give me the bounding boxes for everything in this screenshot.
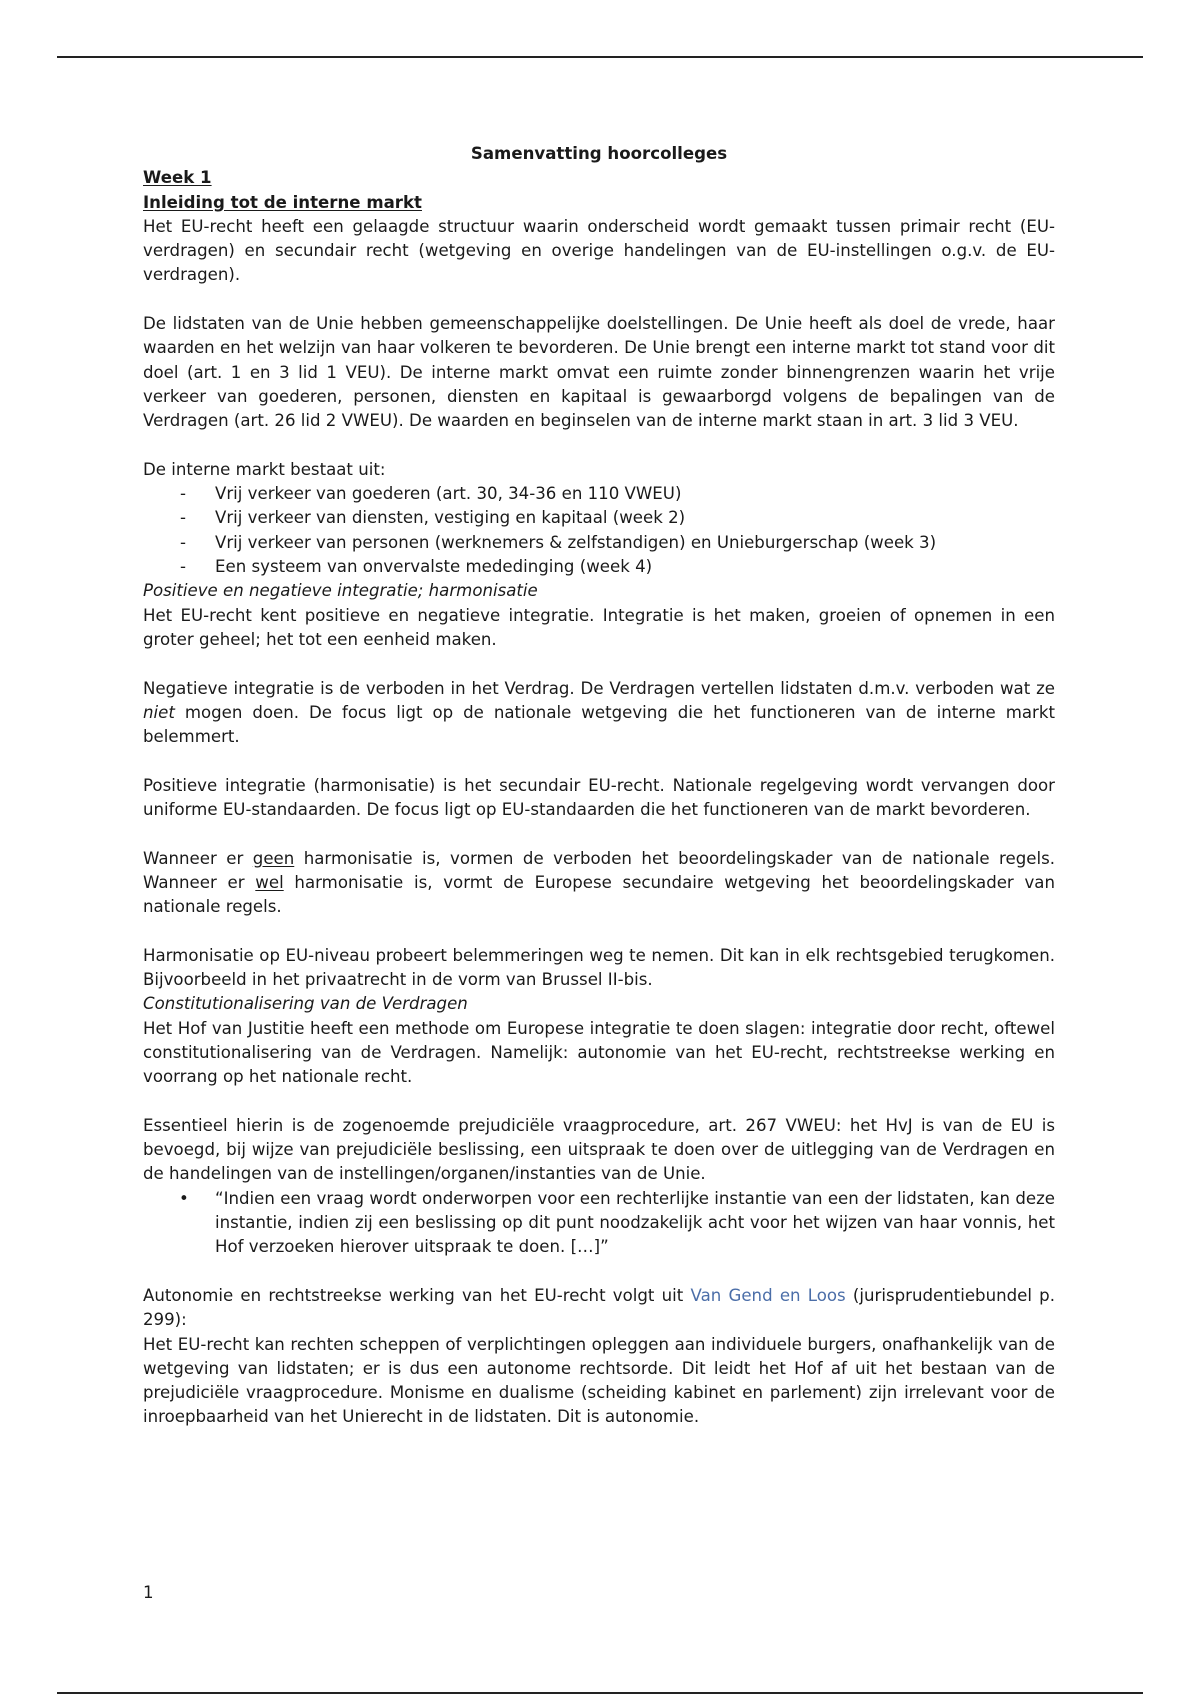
week-heading: Week 1: [143, 168, 212, 188]
subheading-constitutionalisering: Constitutionalisering van de Verdragen: [143, 994, 468, 1014]
paragraph-harmonisatie: [143, 847, 1055, 920]
text-run: (jurisprudentiebundel p. 299):: [143, 1285, 1055, 1330]
text-run: Negatieve integratie is de verboden in het Verdrag. De Verdragen vertellen lidstaten d.m.v. verboden wat ze: [143, 678, 1055, 698]
underline-geen: geen: [252, 848, 295, 868]
text-run: harmonisatie is, vormt de Europese secundaire wetgeving het beoordelingskader van nationale regels.: [143, 872, 1055, 917]
section-heading: Inleiding tot de interne markt: [143, 192, 422, 212]
paragraph-negatieve-integratie: [143, 677, 1055, 750]
paragraph-harmonisatie-eu: Harmonisatie op EU-niveau probeert belemmeringen weg te nemen. Dit kan in elk rechtsgebied terugkomen. Bijvoorbeeld in het privaatrecht in de vorm van Brussel II-bis.: [143, 945, 1055, 990]
page-number: 1: [143, 1583, 154, 1602]
list-item: - Vrij verkeer van personen (werknemers & zelfstandigen) en Unieburgerschap (week 3): [215, 531, 1055, 555]
text-run: Wanneer er: [143, 848, 253, 868]
paragraph-hof: Het Hof van Justitie heeft een methode om Europese integratie te doen slagen: integratie door recht, oftewel constitutionalisering van de Verdragen. Namelijk: autonomie van het EU-recht, rechtstreekse werking en voorrang op het nationale recht.: [143, 1018, 1055, 1087]
subheading-integratie: Positieve en negatieve integratie; harmonisatie: [143, 581, 538, 601]
list-item: - Vrij verkeer van goederen (art. 30, 34-36 en 110 VWEU): [215, 482, 1055, 506]
list-item: - Een systeem van onvervalste mededinging (week 4): [215, 555, 1055, 579]
paragraph-structure: Het EU-recht heeft een gelaagde structuur waarin onderscheid wordt gemaakt tussen primair recht (EU-verdragen) en secundair recht (wetgeving en overige handelingen van de EU-instellingen o.g.v. de EU-verdragen).: [143, 216, 1055, 285]
quote-list: [143, 1187, 1055, 1260]
emphasis-niet: niet: [143, 702, 175, 722]
paragraph-positieve-integratie: Positieve integratie (harmonisatie) is het secundair EU-recht. Nationale regelgeving wordt vervangen door uniforme EU-standaarden. De focus ligt op EU-standaarden die het functioneren van de markt bevorderen.: [143, 775, 1055, 820]
text-run: mogen doen. De focus ligt op de nationale wetgeving die het functioneren van de interne markt belemmert.: [143, 702, 1055, 747]
footer-rule: [57, 1692, 1143, 1694]
paragraph-autonomie: Het EU-recht kan rechten scheppen of verplichtingen opleggen aan individuele burgers, onafhankelijk van de wetgeving van lidstaten; er is dus een autonome rechtsorde. Dit leidt het Hof af uit het bestaan van de prejudiciële vraagprocedure. Monisme en dualisme (scheiding kabinet en parlement) zijn irrelevant voor de inroepbaarheid van het Unierecht in de lidstaten. Dit is autonomie.: [143, 1334, 1055, 1427]
list-item: - Vrij verkeer van diensten, vestiging en kapitaal (week 2): [215, 506, 1055, 530]
paragraph-van-gend: [143, 1284, 1055, 1333]
paragraph-prejudicieel: Essentieel hierin is de zogenoemde prejudiciële vraagprocedure, art. 267 VWEU: het HvJ is van de EU is bevoegd, bij wijze van prejudiciële beslissing, een uitspraak te doen over de uitlegging van de Verdragen en de handelingen van de instellingen/organen/instanties van de Unie.: [143, 1115, 1055, 1184]
interne-markt-list: [143, 482, 1055, 579]
text-run: Autonomie en rechtstreekse werking van het EU-recht volgt uit: [143, 1285, 691, 1305]
document-body: [143, 142, 1055, 1430]
text-run: harmonisatie is, vormen de verboden het beoordelingskader van de nationale regels. Wanneer er: [143, 848, 1055, 892]
page-title: Samenvatting hoorcolleges: [470, 144, 728, 163]
paragraph-interne-markt: De interne markt bestaat uit:: [143, 459, 386, 479]
header-rule: [57, 56, 1143, 58]
case-link-van-gend-en-loos[interactable]: Van Gend en Loos: [690, 1285, 846, 1305]
underline-wel: wel: [255, 872, 284, 892]
quote-item: • “Indien een vraag wordt onderworpen voor een rechterlijke instantie van een der lidstaten, kan deze instantie, indien zij een beslissing op dit punt noodzakelijk acht voor het wijzen van haar vonnis, het Hof verzoeken hierover uitspraak te doen. […]”: [215, 1187, 1055, 1260]
paragraph-integratie: Het EU-recht kent positieve en negatieve integratie. Integratie is het maken, groeien of opnemen in een groter geheel; het tot een eenheid maken.: [143, 605, 1055, 649]
paragraph-doelstellingen: De lidstaten van de Unie hebben gemeenschappelijke doelstellingen. De Unie heeft als doel de vrede, haar waarden en het welzijn van haar volkeren te bevorderen. De Unie brengt een interne markt tot stand voor dit doel (art. 1 en 3 lid 1 VEU). De interne markt omvat een ruimte zonder binnengrenzen waarin het vrije verkeer van goederen, personen, diensten en kapitaal is gewaarborgd volgens de bepalingen van de Verdragen (art. 26 lid 2 VWEU). De waarden en beginselen van de interne markt staan in art. 3 lid 3 VEU.: [143, 314, 1055, 431]
